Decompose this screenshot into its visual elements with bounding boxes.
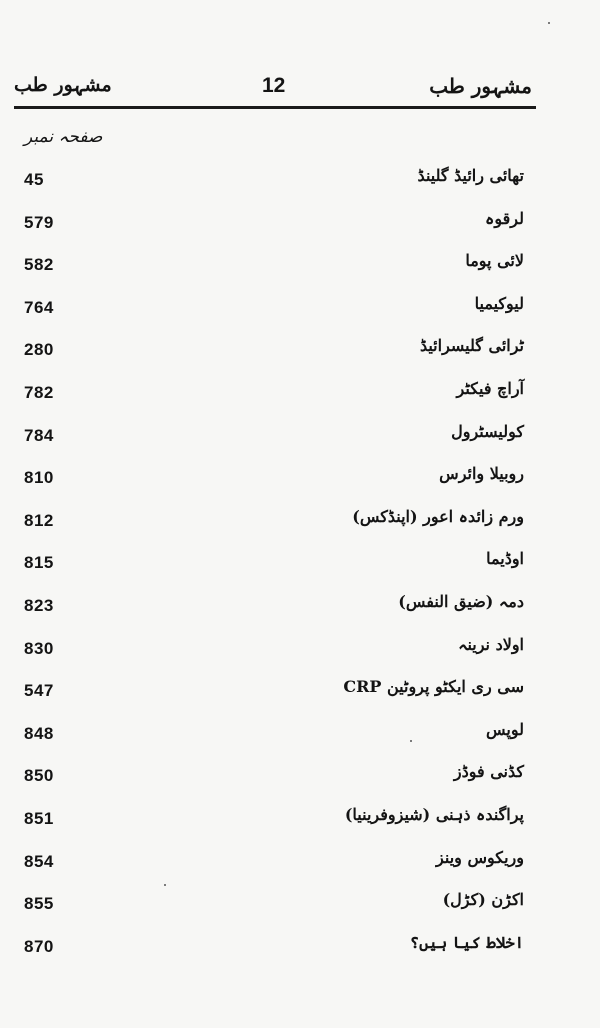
toc-row: [22, 458, 524, 501]
toc-row: [22, 756, 524, 799]
page-number: 12: [262, 74, 286, 97]
toc-page-number: 45: [24, 170, 44, 189]
toc-title: کولیسٹرول: [451, 421, 524, 441]
toc-page-number: 784: [24, 425, 54, 445]
toc-row: [22, 160, 524, 203]
toc-row: [22, 799, 524, 842]
toc-page-number: 830: [24, 638, 54, 658]
toc-row: [22, 330, 524, 373]
toc-page-number: 815: [24, 553, 54, 573]
header-rule: [14, 106, 536, 109]
toc-row: [22, 288, 524, 331]
table-of-contents: [22, 160, 524, 969]
toc-title: وریکوس وینز: [436, 847, 524, 867]
toc-page-number: 850: [24, 766, 54, 786]
toc-title: لیوکیمیا: [474, 293, 524, 313]
toc-row: [22, 373, 524, 416]
paper-speck: [548, 22, 550, 24]
toc-title: لائی پوما: [465, 251, 524, 271]
paper-speck: [164, 884, 166, 886]
toc-title: ورم زائدہ اعور (اپنڈکس): [352, 506, 524, 526]
toc-page-number: 812: [24, 510, 54, 530]
paper-speck: [410, 740, 412, 742]
toc-row: [22, 501, 524, 544]
toc-title: اوڈیما: [486, 549, 524, 569]
toc-title: لرقوہ: [485, 208, 524, 228]
toc-page-number: 823: [24, 595, 54, 615]
toc-page-number: 280: [24, 340, 54, 360]
toc-page-number: 547: [24, 681, 54, 701]
toc-title: اخلاط کیا ہیں؟: [409, 932, 524, 952]
toc-title: روبیلا وائرس: [439, 464, 524, 484]
toc-row: [22, 884, 524, 927]
toc-title: دمہ (ضیق النفس): [398, 591, 524, 611]
page-header: [14, 74, 532, 104]
toc-title: پراگندہ ذہنی (شیزوفرینیا): [344, 804, 524, 824]
toc-title: اولاد نرینہ: [458, 634, 524, 654]
toc-page-number: 782: [24, 382, 54, 402]
toc-page-number: 764: [24, 297, 54, 317]
page-number-column-label: صفحہ نمبر: [24, 127, 103, 147]
toc-row: [22, 842, 524, 885]
toc-row: [22, 586, 524, 629]
toc-title: تھائی رائیڈ گلینڈ: [417, 166, 524, 185]
toc-page-number: 870: [24, 936, 54, 956]
header-right-title: مشہور طب: [429, 74, 532, 98]
toc-title: ٹرائی گلیسرائیڈ: [419, 336, 524, 356]
toc-page-number: 855: [24, 894, 54, 914]
toc-row: [22, 629, 524, 672]
toc-page-number: 582: [24, 255, 54, 275]
toc-title: آراچ فیکٹر: [456, 378, 524, 398]
toc-page-number: 579: [24, 212, 54, 232]
toc-row: [22, 203, 524, 246]
toc-row: [22, 671, 524, 714]
toc-page-number: 848: [24, 723, 54, 743]
toc-title: لوپس: [486, 719, 524, 739]
toc-page-number: 854: [24, 851, 54, 871]
toc-title: کڈنی فوڈز: [453, 762, 524, 782]
toc-title: سی ری ایکٹو پروٹین CRP: [343, 677, 524, 697]
toc-row: [22, 714, 524, 757]
toc-row: [22, 543, 524, 586]
toc-row: [22, 245, 524, 288]
header-left-title: مشہور طب: [14, 74, 112, 96]
toc-row: [22, 927, 524, 970]
toc-title: اکڑن (کڑل): [442, 890, 524, 910]
toc-page-number: 810: [24, 468, 54, 488]
toc-row: [22, 416, 524, 459]
toc-page-number: 851: [24, 808, 54, 828]
